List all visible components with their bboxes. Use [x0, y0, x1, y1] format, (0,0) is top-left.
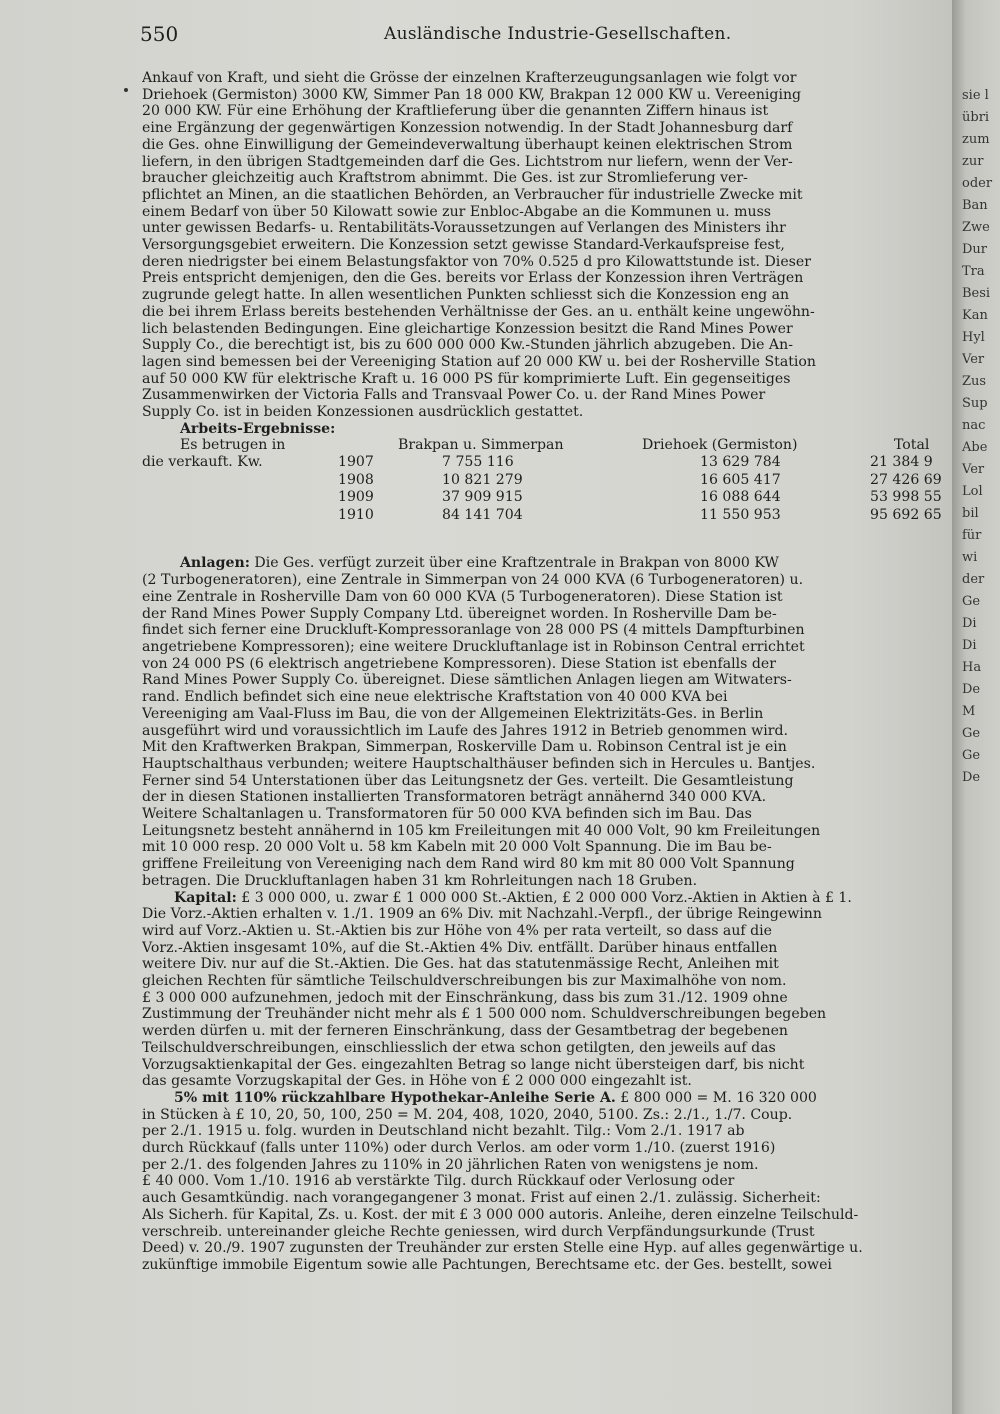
text-line: Deed) v. 20./9. 1907 zugunsten der Treuhänder zur ersten Stelle eine Hyp. auf alles gegenwärtige u. [142, 1240, 863, 1257]
gutter-fragment: Ge [962, 748, 981, 763]
adjacent-page-edge [952, 0, 1000, 1414]
gutter-fragment: oder [962, 176, 993, 191]
gutter-fragment: De [962, 770, 981, 785]
text-line: Ankauf von Kraft, und sieht die Grösse der einzelnen Krafterzeugungsanlagen wie folgt vor [142, 70, 797, 86]
gutter-fragment: bil [962, 506, 979, 521]
text-line: Ferner sind 54 Unterstationen über das Leitungsnetz der Ges. verteilt. Die Gesamtleistung [142, 772, 794, 789]
text-line: Driehoek (Germiston) 3000 KW, Simmer Pan 18 000 KW, Brakpan 12 000 KW u. Vereeniging [142, 86, 802, 103]
gutter-fragment: sie l [962, 88, 989, 103]
gutter-fragment: wi [962, 550, 978, 565]
text-line: eine Zentrale in Rosherville Dam von 60 000 KVA (5 Turbogeneratoren). Diese Station ist [142, 588, 783, 605]
table-cell-year: 1910 [338, 506, 374, 523]
text-line: in Stücken à £ 10, 20, 50, 100, 250 = M. 204, 408, 1020, 2040, 5100. Zs.: 2./1., 1./7. Coup. [142, 1106, 793, 1123]
text-line: zugrunde gelegt hatte. In allen wesentlichen Punkten schliesst sich die Konzession eng an [142, 287, 790, 304]
text-line: einem Bedarf von über 50 Kilowatt sowie zur Enbloc-Abgabe an die Kommunen u. muss [142, 203, 772, 220]
text-line: wird auf Vorz.-Aktien u. St.-Aktien bis zur Höhe von 4% per rata verteilt, so dass auf die [142, 922, 772, 939]
text-line: deren niedrigster bei einem Belastungsfaktor von 70% 0.525 d pro Kilowattstunde ist. Dieser [142, 253, 811, 270]
table-cell-brakpan: 7 755 116 [442, 454, 514, 471]
text-line: unter gewissen Bedarfs- u. Rentabilitäts-Voraussetzungen auf Verlangen des Ministers ihr [142, 220, 786, 237]
text-line: Versorgungsgebiet erweitern. Die Konzession setzt gewisse Standard-Verkaufspreise fest, [142, 237, 785, 254]
gutter-fragment: Ban [962, 198, 988, 213]
text-line: lich belastenden Bedingungen. Eine gleichartige Konzession besitzt die Rand Mines Power [142, 320, 793, 337]
col-header-total: Total [894, 437, 930, 454]
gutter-fragment: Zus [962, 374, 987, 389]
text-line: lagen sind bemessen bei der Vereeniging Station auf 20 000 KW u. bei der Rosherville Station [142, 353, 816, 370]
text-line: von 24 000 PS (6 elektrisch angetriebene Kompressoren). Diese Station ist ebenfalls der [142, 655, 776, 672]
text-line: der Rand Mines Power Supply Company Ltd. übereignet worden. In Rosherville Dam be- [142, 605, 777, 622]
table-cell-year: 1908 [338, 471, 374, 488]
gutter-fragment: Ver [962, 352, 985, 367]
text-line: durch Rückkauf (falls unter 110%) oder durch Verlos. am oder vorm 1./10. (zuerst 1916) [142, 1140, 776, 1157]
text-line: 20 000 KW. Für eine Erhöhung der Kraftlieferung über die genannten Ziffern hinaus ist [142, 103, 769, 120]
table-cell-total: 53 998 55 [870, 489, 942, 506]
text-line: der in diesen Stationen installierten Transformatoren beträgt annähernd 340 000 KVA. [142, 789, 767, 806]
text-line: angetriebene Kompressoren); eine weitere Druckluftanlage ist in Robinson Central errichtet [142, 638, 805, 655]
text-line: Vorzugsaktienkapital der Ges. eingezahlten Betrag so lange nicht übersteigen darf, bis nicht [142, 1056, 805, 1073]
col-header-brakpan: Brakpan u. Simmerpan [398, 437, 564, 454]
text-line: weitere Div. nur auf die St.-Aktien. Die Ges. hat das statutenmässige Recht, Anleihen mit [142, 956, 779, 973]
text-line: per 2./1. des folgenden Jahres zu 110% in 20 jährlichen Raten von wenigstens je nom. [142, 1156, 759, 1173]
gutter-fragment: zum [962, 132, 990, 147]
arbeits-table [142, 437, 950, 555]
gutter-fragment: De [962, 682, 981, 697]
table-cell-driehoek: 11 550 953 [700, 506, 781, 523]
text-line: Supply Co., die berechtigt ist, bis zu 600 000 000 Kw.-Stunden jährlich abzugeben. Die An- [142, 337, 793, 354]
gutter-fragment: Dur [962, 242, 988, 257]
text-line: per 2./1. 1915 u. folg. wurden in Deutschland nicht bezahlt. Tilg.: Vom 2./1. 1917 ab [142, 1123, 745, 1140]
gutter-fragment: Sup [962, 396, 988, 411]
text-line: Teilschuldverschreibungen, einschliesslich der etwa schon getilgten, den jeweils auf das [142, 1039, 776, 1056]
row-label-1: Es betrugen in [180, 437, 286, 454]
gutter-fragment: Ver [962, 462, 985, 477]
text-line: ausgeführt wird und voraussichtlich im Laufe des Jahres 1912 in Betrieb genommen wird. [142, 722, 788, 739]
table-cell-year: 1909 [338, 489, 374, 506]
paragraph-kapital [142, 906, 950, 1090]
text-line: auch Gesamtkündig. nach vorangegangener 3 monat. Frist auf einen 2./1. zulässig. Sicherheit: [142, 1190, 821, 1207]
text-line: Hauptschalthaus verbunden; weitere Hauptschalthäuser befinden sich in Hercules u. Bantjes. [142, 755, 816, 772]
gutter-fragment: für [962, 528, 982, 543]
gutter-fragment: Ha [962, 660, 982, 675]
gutter-fragment: Lol [962, 484, 983, 499]
text-line: £ 3 000 000 aufzunehmen, jedoch mit der Einschränkung, dass bis zum 31./12. 1909 ohne [142, 989, 788, 1006]
text-line: liefern, in den übrigen Stadtgemeinden darf die Ges. Lichtstrom nur liefern, wenn der Ver- [142, 153, 793, 170]
text-line: Zustimmung der Treuhänder nicht mehr als £ 1 500 000 nom. Schuldverschreibungen begeben [142, 1006, 827, 1023]
gutter-fragment: Abe [962, 440, 988, 455]
paragraph-anlagen [142, 572, 950, 889]
table-cell-driehoek: 16 088 644 [700, 489, 781, 506]
running-title: Ausländische Industrie-Gesellschaften. [384, 24, 732, 44]
text-line: griffene Freileitung von Vereeniging nach dem Rand wird 80 km mit 80 000 Volt Spannung [142, 856, 795, 873]
text-line: findet sich ferner eine Druckluft-Kompressoranlage von 28 000 PS (4 mittels Dampfturbinen [142, 622, 805, 639]
text-line: auf 50 000 KW für elektrische Kraft u. 16 000 PS für komprimierte Luft. Ein gegenseitiges [142, 370, 791, 387]
text-line: Als Sicherh. für Kapital, Zs. u. Kost. der mit £ 3 000 000 autoris. Anleihe, deren einzelne Teilschuld- [142, 1206, 859, 1223]
gutter-fragment: Kan [962, 308, 988, 323]
page-header [140, 22, 940, 50]
gutter-fragment: Hyl [962, 330, 985, 345]
text-line: rand. Endlich befindet sich eine neue elektrische Kraftstation von 40 000 KVA bei [142, 689, 728, 706]
gutter-fragment: nac [962, 418, 986, 433]
ink-speck [124, 88, 128, 92]
text-line: zukünftige immobile Eigentum sowie alle Pachtungen, Berechtsame etc. der Ges. bestellt, sowei [142, 1257, 832, 1273]
text-line: braucher gleichzeitig auch Kraftstrom abnimmt. Die Ges. ist zur Stromlieferung ver- [142, 170, 748, 187]
table-cell-driehoek: 16 605 417 [700, 471, 781, 488]
gutter-fragment: Ge [962, 594, 981, 609]
text-line: £ 40 000. Vom 1./10. 1916 ab verstärkte Tilg. durch Rückkauf oder Verlosung oder [142, 1173, 735, 1190]
text-line: Weitere Schaltanlagen u. Transformatoren für 50 000 KVA befinden sich im Bau. Das [142, 806, 752, 823]
gutter-fragment: Besi [962, 286, 991, 301]
gutter-fragment: Zwe [962, 220, 990, 235]
arbeits-heading: Arbeits-Ergebnisse: [180, 420, 336, 437]
text-line: Supply Co. ist in beiden Konzessionen ausdrücklich gestattet. [142, 404, 584, 421]
text-line: Zusammenwirken der Victoria Falls and Transvaal Power Co. u. der Rand Mines Power [142, 387, 766, 404]
anleihe-first-line: 5% mit 110% rückzahlbare Hypothekar-Anleihe Serie A. £ 800 000 = M. 16 320 000 [174, 1089, 817, 1106]
text-line: die bei ihrem Erlass bereits bestehenden Verhältnisse der Ges. an u. enthält keine ungewöhn- [142, 303, 815, 320]
text-line: die Ges. ohne Einwilligung der Gemeindeverwaltung überhaupt keinen elektrischen Strom [142, 136, 793, 153]
table-cell-total: 27 426 69 [870, 471, 942, 488]
gutter-fragment: Di [962, 616, 977, 631]
gutter-fragment: zur [962, 154, 984, 169]
row-label-2: die verkauft. Kw. [142, 454, 263, 471]
text-line: das gesamte Vorzugskapital der Ges. in Höhe von £ 2 000 000 eingezahlt ist. [142, 1073, 692, 1090]
text-line: gleichen Rechten für sämtliche Teilschuldverschreibungen bis zur Maximalhöhe von nom. [142, 973, 787, 990]
page-number: 550 [140, 22, 179, 46]
col-header-driehoek: Driehoek (Germiston) [642, 437, 798, 454]
gutter-fragment: der [962, 572, 985, 587]
gutter-fragment: Ge [962, 726, 981, 741]
table-cell-total: 21 384 9 [870, 454, 933, 471]
text-line: Mit den Kraftwerken Brakpan, Simmerpan, Roskerville Dam u. Robinson Central ist je ein [142, 739, 787, 756]
gutter-fragment: M [962, 704, 976, 719]
text-line: Rand Mines Power Supply Co. übereignet. Diese sämtlichen Anlagen liegen am Witwaters- [142, 672, 792, 689]
text-line: Leitungsnetz besteht annähernd in 105 km Freileitungen mit 40 000 Volt, 90 km Freileitungen [142, 822, 821, 839]
gutter-fragment: übri [962, 110, 990, 125]
table-cell-total: 95 692 65 [870, 506, 942, 523]
table-cell-brakpan: 10 821 279 [442, 471, 523, 488]
kapital-first-line: Kapital: £ 3 000 000, u. zwar £ 1 000 000 St.-Aktien, £ 2 000 000 Vorz.-Aktien in Aktien à £ 1. [174, 889, 852, 906]
gutter-fragment: Tra [962, 264, 985, 279]
text-line: Vereeniging am Vaal-Fluss im Bau, die von der Allgemeinen Elektrizitäts-Ges. in Berlin [142, 705, 764, 722]
text-line: betragen. Die Druckluftanlagen haben 31 km Rohrleitungen nach 18 Gruben. [142, 872, 698, 889]
anlagen-first-line: Anlagen: Die Ges. verfügt zurzeit über eine Kraftzentrale in Brakpan von 8000 KW [180, 555, 779, 572]
text-line: werden dürfen u. mit der ferneren Einschränkung, dass der Gesamtbetrag der begebenen [142, 1023, 789, 1040]
gutter-fragment: Di [962, 638, 977, 653]
table-cell-brakpan: 37 909 915 [442, 489, 523, 506]
text-line: Preis entspricht demjenigen, den die Ges. bereits vor Erlass der Konzession ihren Verträgen [142, 270, 804, 287]
paragraph-concession [142, 70, 950, 421]
text-line: Vorz.-Aktien insgesamt 10%, auf die St.-Aktien 4% Div. entfällt. Darüber hinaus entfallen [142, 939, 778, 956]
text-line: (2 Turbogeneratoren), eine Zentrale in Simmerpan von 24 000 KVA (6 Turbogeneratoren) u. [142, 572, 804, 589]
table-cell-brakpan: 84 141 704 [442, 506, 523, 523]
text-line: mit 10 000 resp. 20 000 Volt u. 58 km Kabeln mit 20 000 Volt Spannung. Die im Bau be- [142, 839, 772, 856]
page-body [142, 70, 950, 1274]
text-line: Die Vorz.-Aktien erhalten v. 1./1. 1909 an 6% Div. mit Nachzahl.-Verpfl., der übrige Reingewinn [142, 906, 822, 923]
table-cell-driehoek: 13 629 784 [700, 454, 781, 471]
text-line: pflichtet an Minen, an die staatlichen Behörden, an Verbraucher für industrielle Zwecke mit [142, 186, 803, 203]
text-line: eine Ergänzung der gegenwärtigen Konzession notwendig. In der Stadt Johannesburg darf [142, 120, 793, 137]
paragraph-anleihe [142, 1107, 950, 1274]
table-cell-year: 1907 [338, 454, 374, 471]
text-line: verschreib. untereinander gleiche Rechte geniessen, wird durch Verpfändungsurkunde (Trust [142, 1223, 815, 1240]
